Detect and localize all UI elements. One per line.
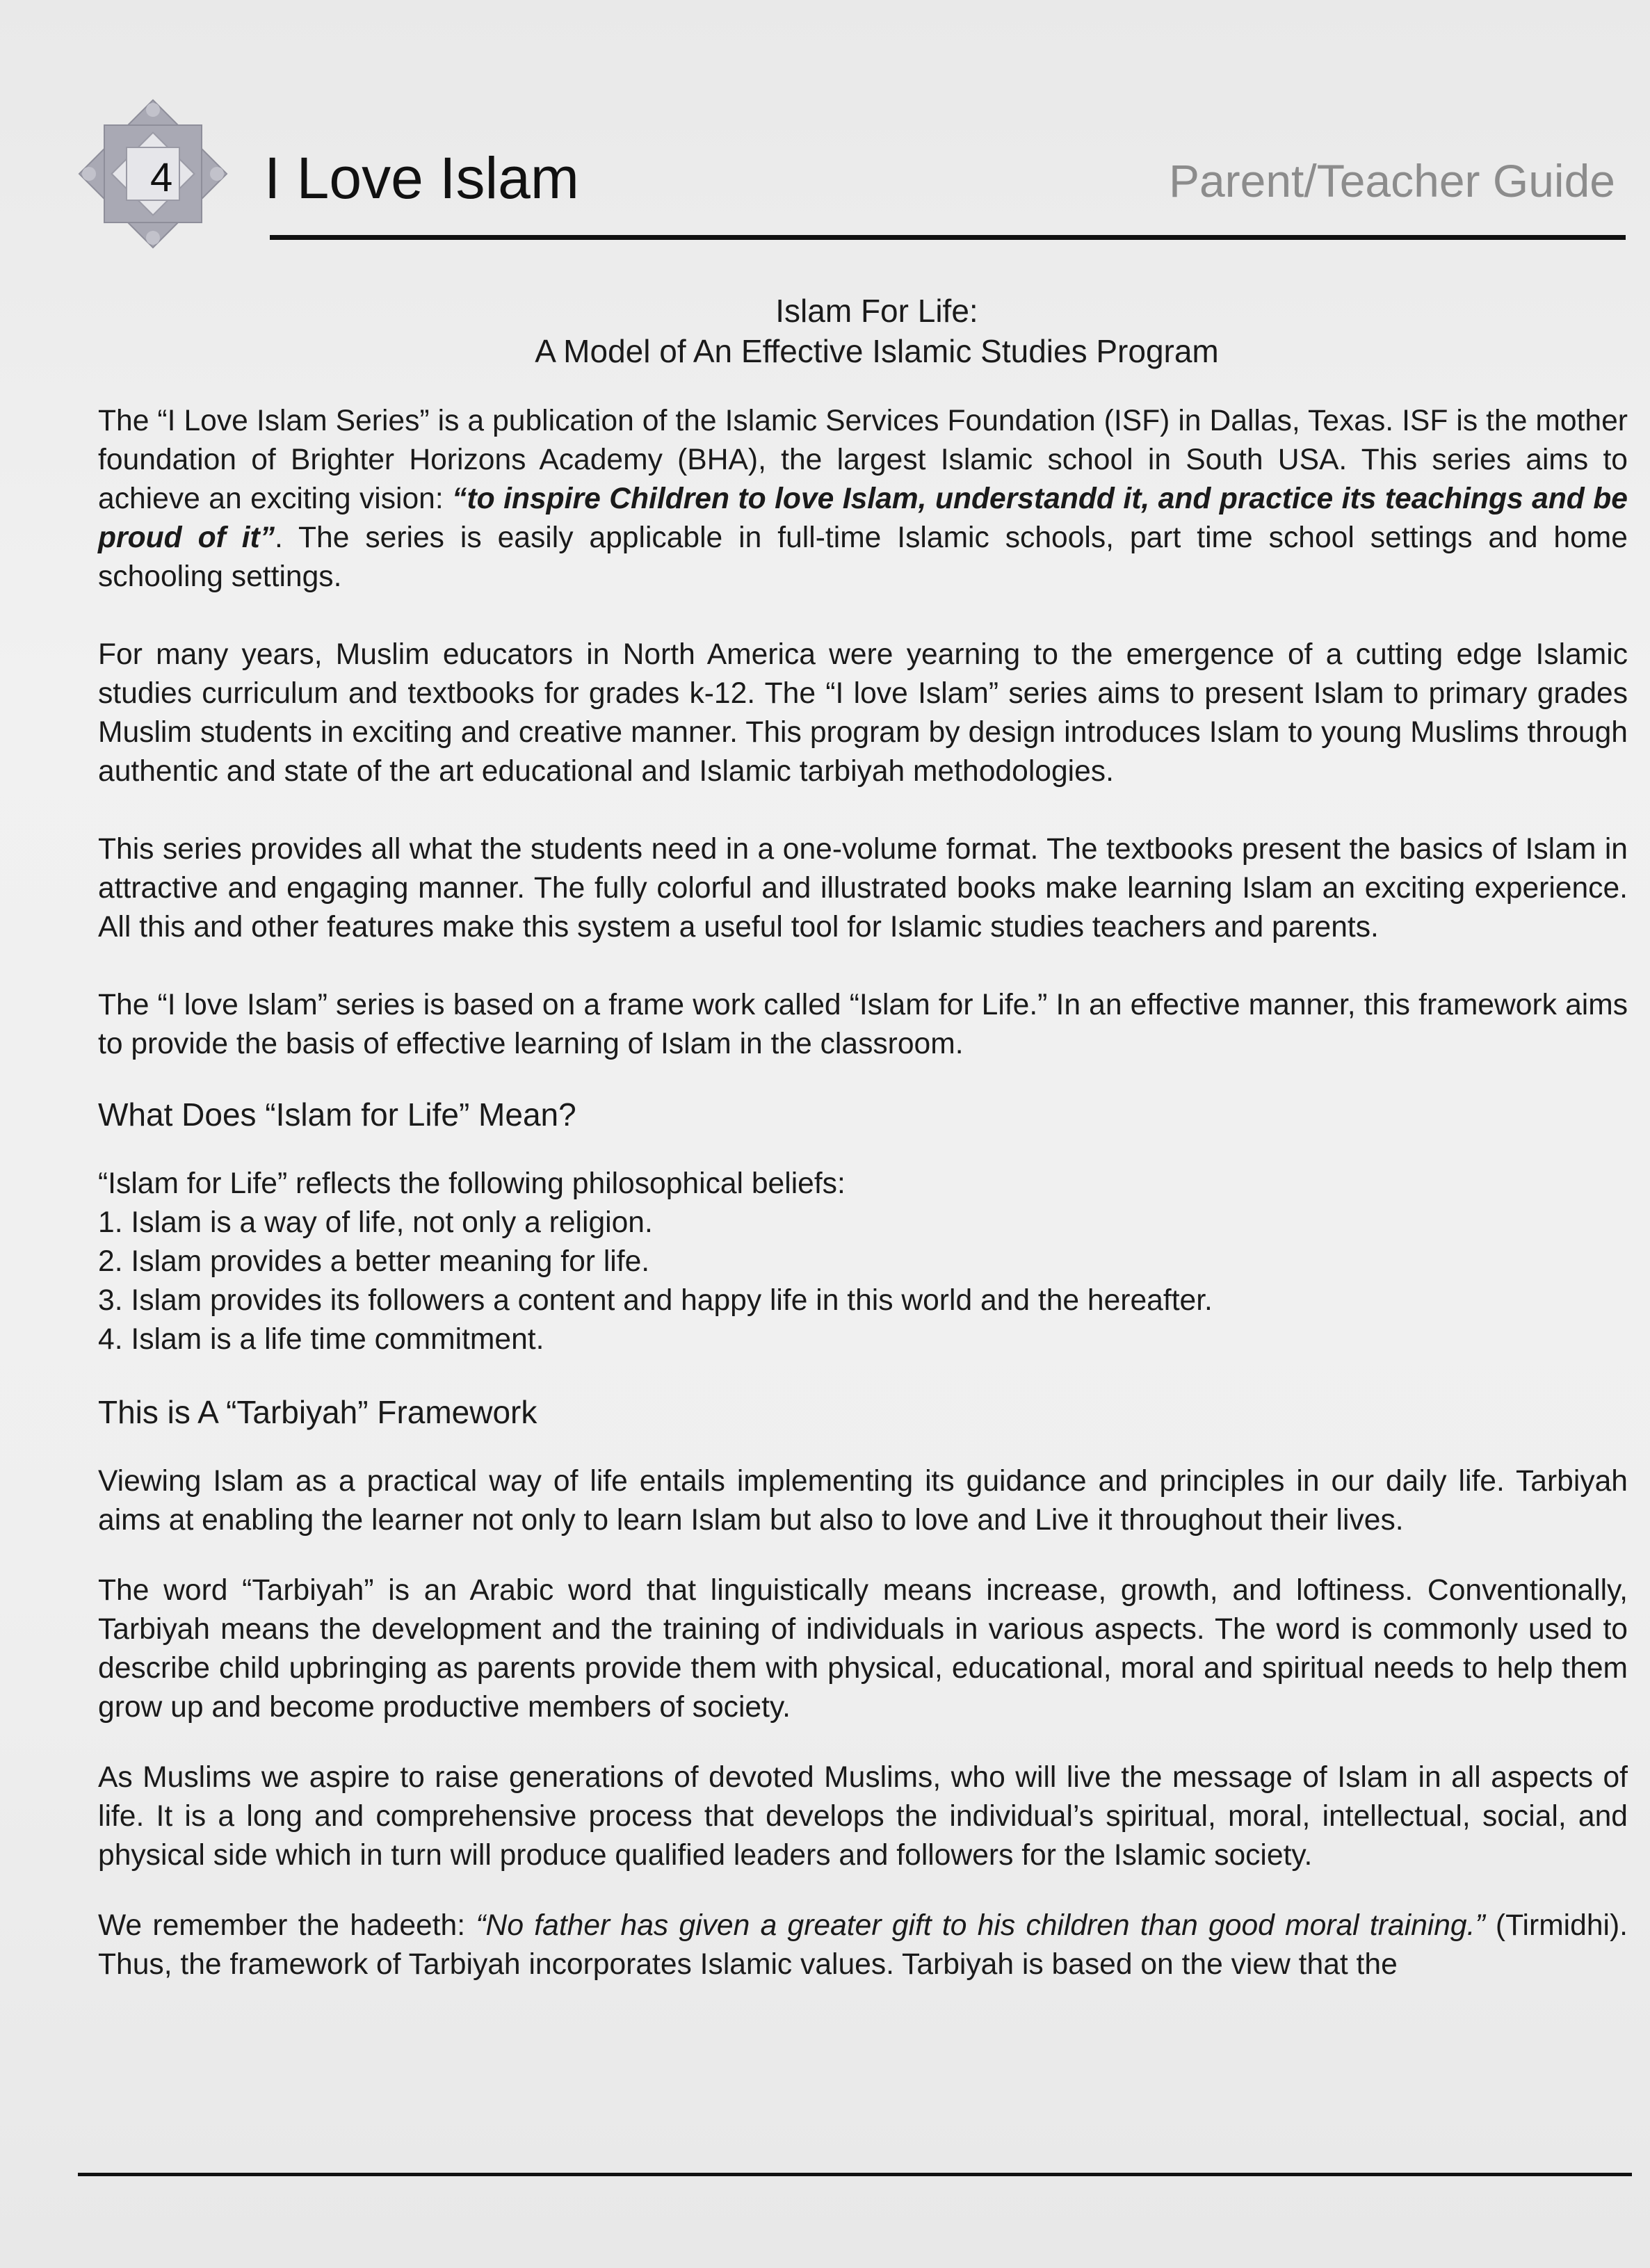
paragraph-educators: For many years, Muslim educators in North America were yearning to the emergence of a cutting edge Islamic studies curriculum and textbooks for grades k-12. The “I love Islam” series aims to present Islam to primary grades Muslim students in exciting and creative manner. This program by design introduces Islam to young Muslims through authentic and state of the art educational and Islamic tarbiyah methodologies. [98, 638, 1628, 788]
title-line-2: A Model of An Effective Islamic Studies Program [535, 333, 1219, 369]
guide-label: Parent/Teacher Guide [1168, 155, 1615, 206]
main-content [98, 291, 1628, 2023]
paragraph-hadeeth-start: We remember the hadeeth: [98, 1909, 476, 1942]
paragraph-hadeeth [98, 1906, 1628, 1984]
document-title [98, 291, 1628, 371]
paragraph-framework: The “I love Islam” series is based on a frame work called “Islam for Life.” In an effective manner, this framework aims to provide the basis of effective learning of Islam in the classroom. [98, 988, 1628, 1060]
list-item: 1. Islam is a way of life, not only a religion. [98, 1206, 653, 1239]
list-item: 2. Islam provides a better meaning for life. [98, 1245, 650, 1278]
paragraph-intro-start: The “I Love Islam Series” is a publication of the Islamic Services Foundation (ISF) in Dallas, Texas. ISF is the mother foundation of Brighter Horizons Academy (BHA), the largest Islamic school in South USA. This series aims to achieve an exciting vision: [98, 404, 1628, 515]
paragraph-practical-way: Viewing Islam as a practical way of life entails implementing its guidance and principles in our daily life. Tarbiyah aims at enabling the learner not only to learn Islam but also to love and Live it throughout their lives. [98, 1464, 1628, 1537]
list-item: 4. Islam is a life time commitment. [98, 1322, 544, 1356]
paragraph-series-format: This series provides all what the students need in a one-volume format. The textbooks present the basics of Islam in attractive and engaging manner. The fully colorful and illustrated books make learning Islam an exciting experience. All this and other features make this system a useful tool for Islamic studies teachers and parents. [98, 832, 1628, 943]
paragraph-intro-end: . The series is easily applicable in full-time Islamic schools, part time school settings and home schooling settings. [98, 521, 1628, 593]
book-title: I Love Islam [264, 145, 579, 211]
paragraph-tarbiyah-meaning: The word “Tarbiyah” is an Arabic word that linguistically means increase, growth, and loftiness. Conventionally, Tarbiyah means the development and the training of individuals in various aspects. The word is commonly used to describe child upbringing as parents provide them with physical, educational, moral and spiritual needs to help them grow up and become productive members of society. [98, 1573, 1628, 1724]
paragraph-aspirations: As Muslims we aspire to raise generations of devoted Muslims, who will live the message of Islam in all aspects of life. It is a long and comprehensive process that develops the individual’s spiritual, moral, intellectual, social, and physical side which in turn will produce qualified leaders and followers for the Islamic society. [98, 1760, 1628, 1872]
paragraph-hadeeth-end: (Tirmidhi). Thus, the framework of Tarbiyah incorporates Islamic values. Tarbiyah is based on the view that the [98, 1909, 1628, 1981]
hadeeth-quote: “No father has given a greater gift to his children than good moral training.” [476, 1909, 1485, 1942]
list-item: 3. Islam provides its followers a content and happy life in this world and the hereafter. [98, 1283, 1213, 1317]
vision-quote: “to inspire Children to love Islam, understandd it, and practice its teachings and be proud of it” [98, 482, 1628, 554]
header-divider [270, 235, 1626, 240]
footer-divider [78, 2173, 1632, 2176]
title-line-1: Islam For Life: [775, 293, 978, 329]
beliefs-intro: “Islam for Life” reflects the following philosophical beliefs: [98, 1167, 846, 1200]
section-heading-tarbiyah: This is A “Tarbiyah” Framework [98, 1394, 537, 1430]
beliefs-list [98, 1203, 1628, 1359]
paragraph-intro [98, 401, 1628, 596]
section-heading-islam-for-life: What Does “Islam for Life” Mean? [98, 1096, 576, 1133]
page-number: 4 [150, 155, 173, 200]
